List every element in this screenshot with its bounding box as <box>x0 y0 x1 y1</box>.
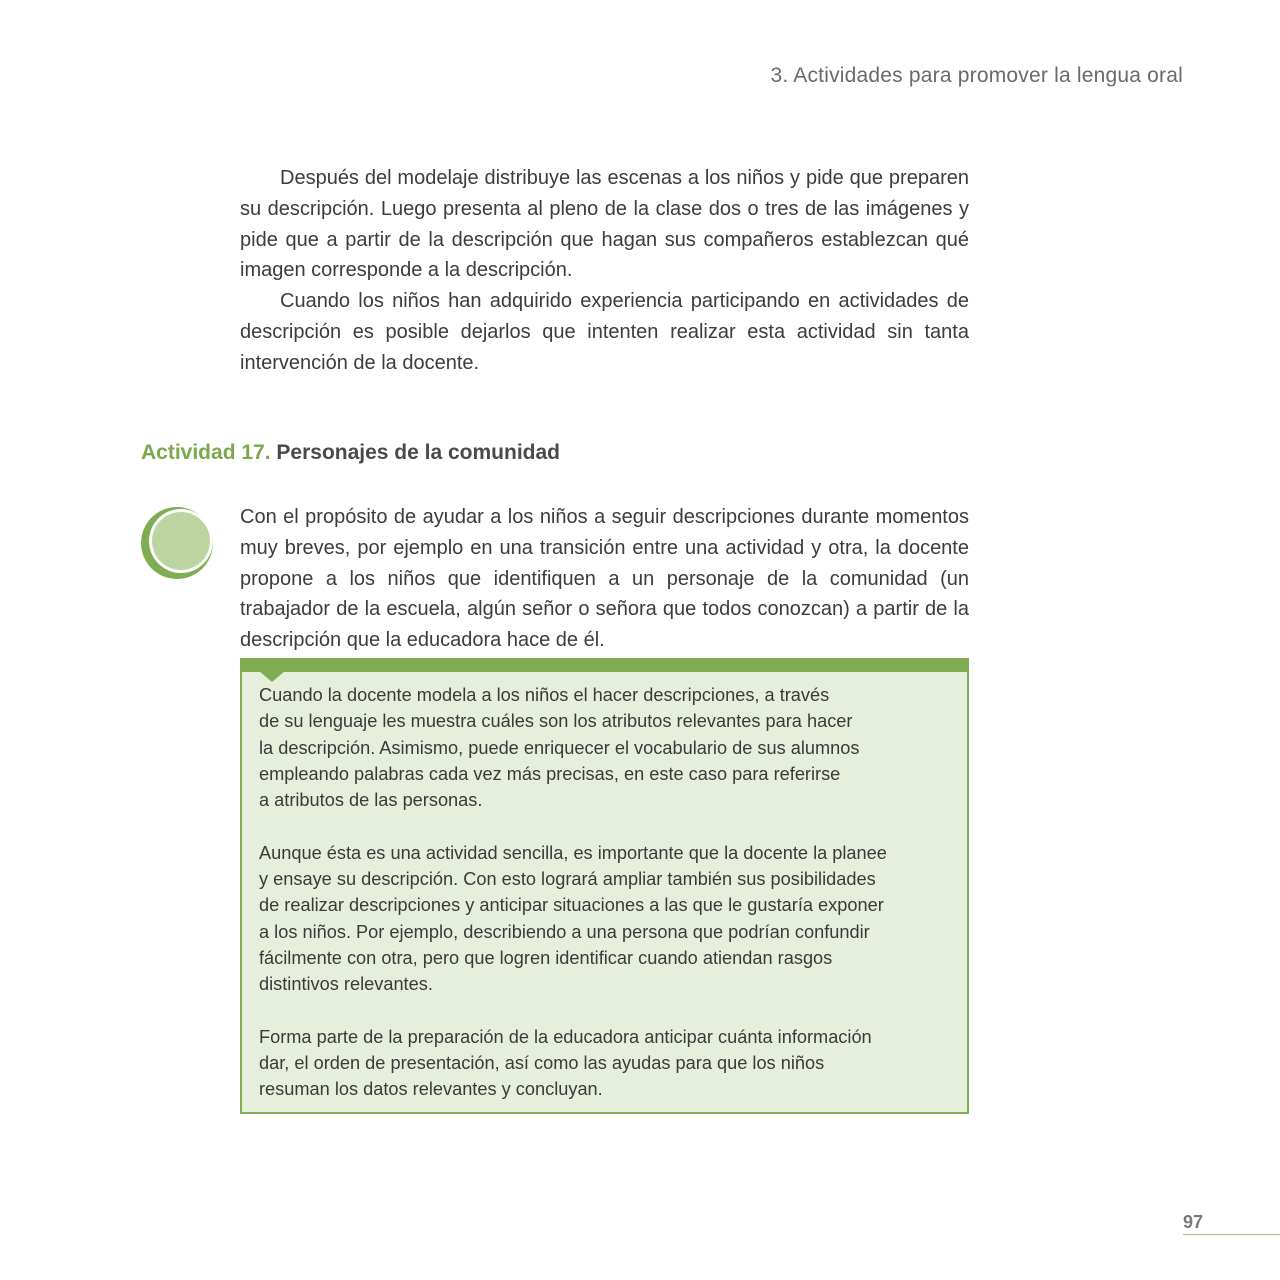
activity-purpose <box>240 502 969 656</box>
note-notch <box>259 671 285 682</box>
teacher-note-box <box>240 658 969 1114</box>
note-top-bar <box>240 658 969 672</box>
intro-paragraph: Cuando los niños han adquirido experiencia participando en actividades de descripción es posible dejarlos que intenten realizar esta actividad sin tanta intervención de la docente. <box>240 290 969 374</box>
activity-number: Actividad 17. <box>141 441 271 464</box>
green-circle-icon <box>140 506 218 580</box>
note-paragraph: Cuando la docente modela a los niños el hacer descripciones, a través de su lenguaje les muestra cuáles son los atributos relevantes para hacer la descripción. Asimismo, puede enriquecer el vocabulario de sus alumnos empleando palabras cada vez más precisas, en este caso para referirse a atributos de las personas. <box>259 685 860 811</box>
intro-section <box>240 163 969 379</box>
activity-title: Personajes de la comunidad <box>276 441 560 464</box>
running-header: 3. Actividades para promover la lengua oral <box>770 64 1183 87</box>
purpose-paragraph: Con el propósito de ayudar a los niños a seguir descripciones durante momentos muy breves, por ejemplo en una transición entre una actividad y otra, la docente propone a los niños que identifiquen a un personaje de la comunidad (un trabajador de la escuela, algún señor o señora que todos conozcan) a partir de la descripción que la educadora hace de él. <box>240 506 969 652</box>
activity-heading <box>141 441 560 465</box>
page-number-rule <box>1183 1234 1280 1235</box>
note-content <box>259 682 959 1103</box>
intro-paragraph: Después del modelaje distribuye las escenas a los niños y pide que preparen su descripción. Luego presenta al pleno de la clase dos o tres de las imágenes y pide que a partir de la descripción que hagan sus compañeros establezcan qué imagen corresponde a la descripción. <box>240 167 969 282</box>
page-number: 97 <box>1183 1212 1204 1232</box>
note-paragraph: Aunque ésta es una actividad sencilla, es importante que la docente la planee y ensaye su descripción. Con esto logrará ampliar también sus posibilidades de realizar descripciones y anticipar situaciones a las que le gustaría exponer a los niños. Por ejemplo, describiendo a una persona que podrían confundir fácilmente con otra, pero que logren identificar cuando atiendan rasgos distintivos relevantes. <box>259 842 887 995</box>
note-paragraph: Forma parte de la preparación de la educadora anticipar cuánta información dar, el orden de presentación, así como las ayudas para que los niños resuman los datos relevantes y concluyan. <box>259 1026 872 1100</box>
